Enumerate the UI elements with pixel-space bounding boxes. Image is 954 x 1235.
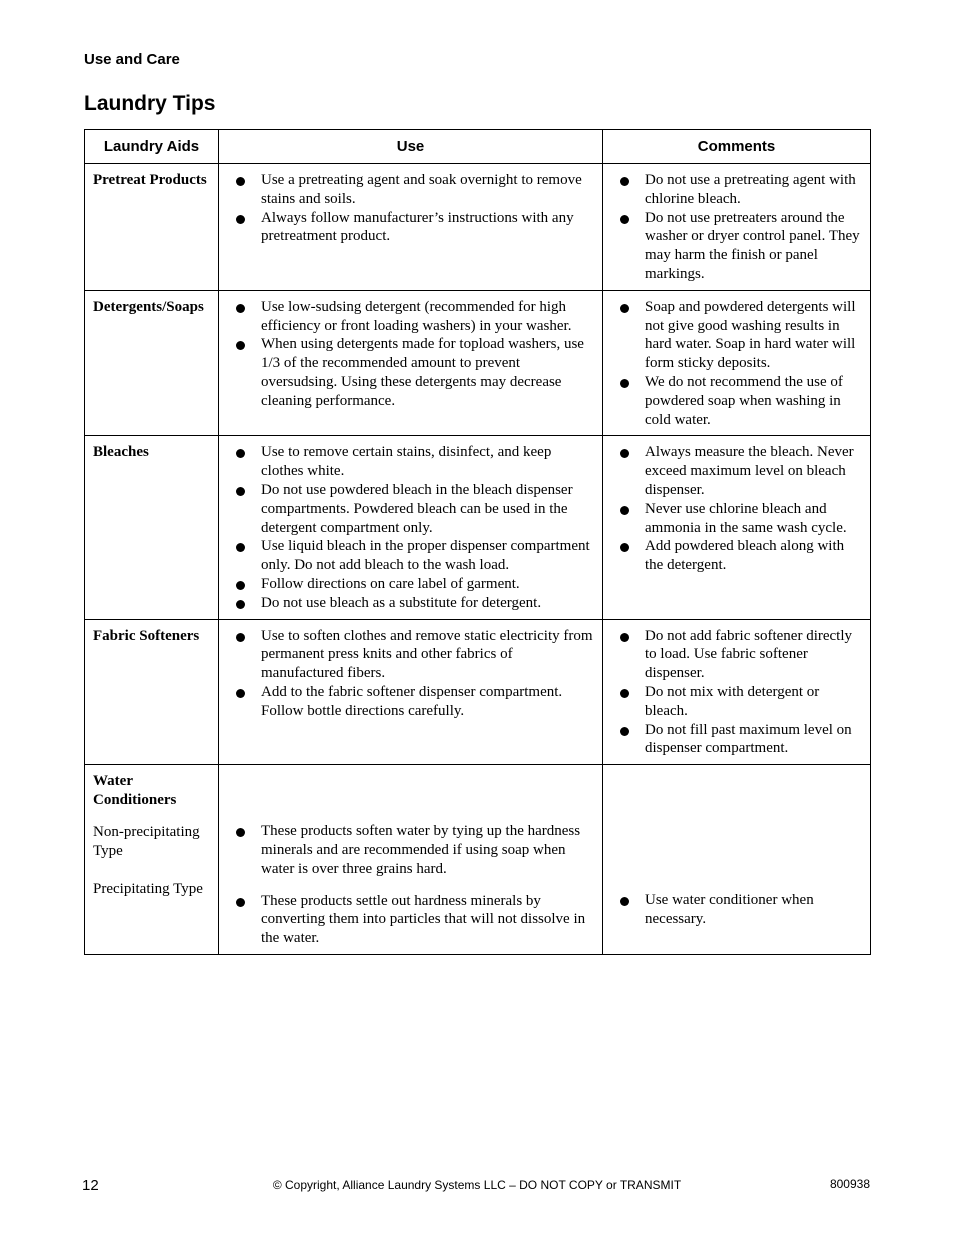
aid-name: Bleaches	[85, 436, 219, 619]
use-cell	[219, 619, 603, 765]
table-row	[85, 436, 871, 619]
use-cell	[219, 164, 603, 291]
copyright-notice: © Copyright, Alliance Laundry Systems LLC – DO NOT COPY or TRANSMIT	[272, 1178, 682, 1192]
bullet-icon	[620, 689, 629, 698]
bullet-icon	[620, 727, 629, 736]
column-header-comments: Comments	[603, 130, 871, 164]
list-item: Never use chlorine bleach and ammonia in the same wash cycle.	[611, 500, 862, 538]
list-item: Soap and powdered detergents will not give good washing results in hard water. Soap in hard water will form sticky deposits.	[611, 298, 862, 373]
comments-cell	[603, 290, 871, 436]
comments-cell	[603, 765, 871, 955]
bullet-icon	[236, 304, 245, 313]
column-header-laundry-aids: Laundry Aids	[85, 130, 219, 164]
bullet-icon	[620, 177, 629, 186]
list-item: These products soften water by tying up the hardness minerals and are recommended if using soap when water is over three grains hard.	[227, 822, 594, 878]
bullet-icon	[236, 487, 245, 496]
use-cell	[219, 765, 603, 955]
bullet-icon	[620, 304, 629, 313]
list-item: Use to soften clothes and remove static electricity from permanent press knits and other fabrics of manufactured fibers.	[227, 627, 594, 683]
list-item: Always measure the bleach. Never exceed maximum level on bleach dispenser.	[611, 443, 862, 499]
bullet-icon	[236, 828, 245, 837]
bullet-icon	[236, 633, 245, 642]
aid-name: Pretreat Products	[85, 164, 219, 291]
bullet-icon	[236, 600, 245, 609]
bullet-icon	[236, 543, 245, 552]
bullet-icon	[236, 581, 245, 590]
list-item: We do not recommend the use of powdered soap when washing in cold water.	[611, 373, 862, 429]
list-item: These products settle out hardness minerals by converting them into particles that will not dissolve in the water.	[227, 892, 594, 948]
list-item: Do not add fabric softener directly to load. Use fabric softener dispenser.	[611, 627, 862, 683]
bullet-icon	[236, 215, 245, 224]
bullet-icon	[620, 215, 629, 224]
table-row	[85, 619, 871, 765]
precipitating-label: Precipitating Type	[93, 881, 203, 898]
list-item: Do not fill past maximum level on dispenser compartment.	[611, 721, 862, 759]
bullet-icon	[236, 177, 245, 186]
page-number: 12	[82, 1177, 99, 1194]
list-item: Always follow manufacturer’s instructions with any pretreatment product.	[227, 209, 594, 247]
bullet-icon	[620, 506, 629, 515]
table-row	[85, 765, 871, 955]
section-label: Use and Care	[84, 51, 180, 68]
list-item: When using detergents made for topload washers, use 1/3 of the recommended amount to prevent oversudsing. Using these detergents may decrease cleaning performance.	[227, 335, 594, 410]
list-item: Do not use powdered bleach in the bleach dispenser compartments. Powdered bleach can be used in the detergent compartment only.	[227, 481, 594, 537]
bullet-icon	[236, 449, 245, 458]
use-cell	[219, 290, 603, 436]
aid-name: Water Conditioners	[93, 773, 177, 808]
list-item: Add to the fabric softener dispenser compartment. Follow bottle directions carefully.	[227, 683, 594, 721]
list-item: Use low-sudsing detergent (recommended for high efficiency or front loading washers) in your washer.	[227, 298, 594, 336]
bullet-icon	[620, 543, 629, 552]
aid-name: Detergents/Soaps	[85, 290, 219, 436]
aid-name: Fabric Softeners	[85, 619, 219, 765]
table-header-row	[85, 130, 871, 164]
page-title: Laundry Tips	[84, 92, 216, 115]
list-item: Follow directions on care label of garment.	[227, 575, 594, 594]
list-item: Add powdered bleach along with the detergent.	[611, 537, 862, 575]
list-item: Do not use bleach as a substitute for detergent.	[227, 594, 594, 613]
list-item: Do not use pretreaters around the washer or dryer control panel. They may harm the finish or panel markings.	[611, 209, 862, 284]
document-number: 800938	[829, 1177, 870, 1191]
laundry-tips-table	[84, 129, 871, 955]
column-header-use: Use	[219, 130, 603, 164]
list-item: Use water conditioner when necessary.	[611, 891, 862, 929]
bullet-icon	[236, 689, 245, 698]
bullet-icon	[236, 341, 245, 350]
list-item: Use liquid bleach in the proper dispenser compartment only. Do not add bleach to the wash load.	[227, 537, 594, 575]
table-row	[85, 290, 871, 436]
list-item: Do not use a pretreating agent with chlorine bleach.	[611, 171, 862, 209]
comments-cell	[603, 164, 871, 291]
bullet-icon	[620, 897, 629, 906]
comments-cell	[603, 619, 871, 765]
bullet-icon	[620, 449, 629, 458]
table-row	[85, 164, 871, 291]
list-item: Use a pretreating agent and soak overnight to remove stains and soils.	[227, 171, 594, 209]
non-precipitating-label: Non-precipitating Type	[93, 823, 200, 859]
bullet-icon	[236, 898, 245, 907]
aid-cell-water-conditioners	[85, 765, 219, 955]
list-item: Do not mix with detergent or bleach.	[611, 683, 862, 721]
comments-cell	[603, 436, 871, 619]
bullet-icon	[620, 633, 629, 642]
list-item: Use to remove certain stains, disinfect, and keep clothes white.	[227, 443, 594, 481]
bullet-icon	[620, 379, 629, 388]
use-cell	[219, 436, 603, 619]
